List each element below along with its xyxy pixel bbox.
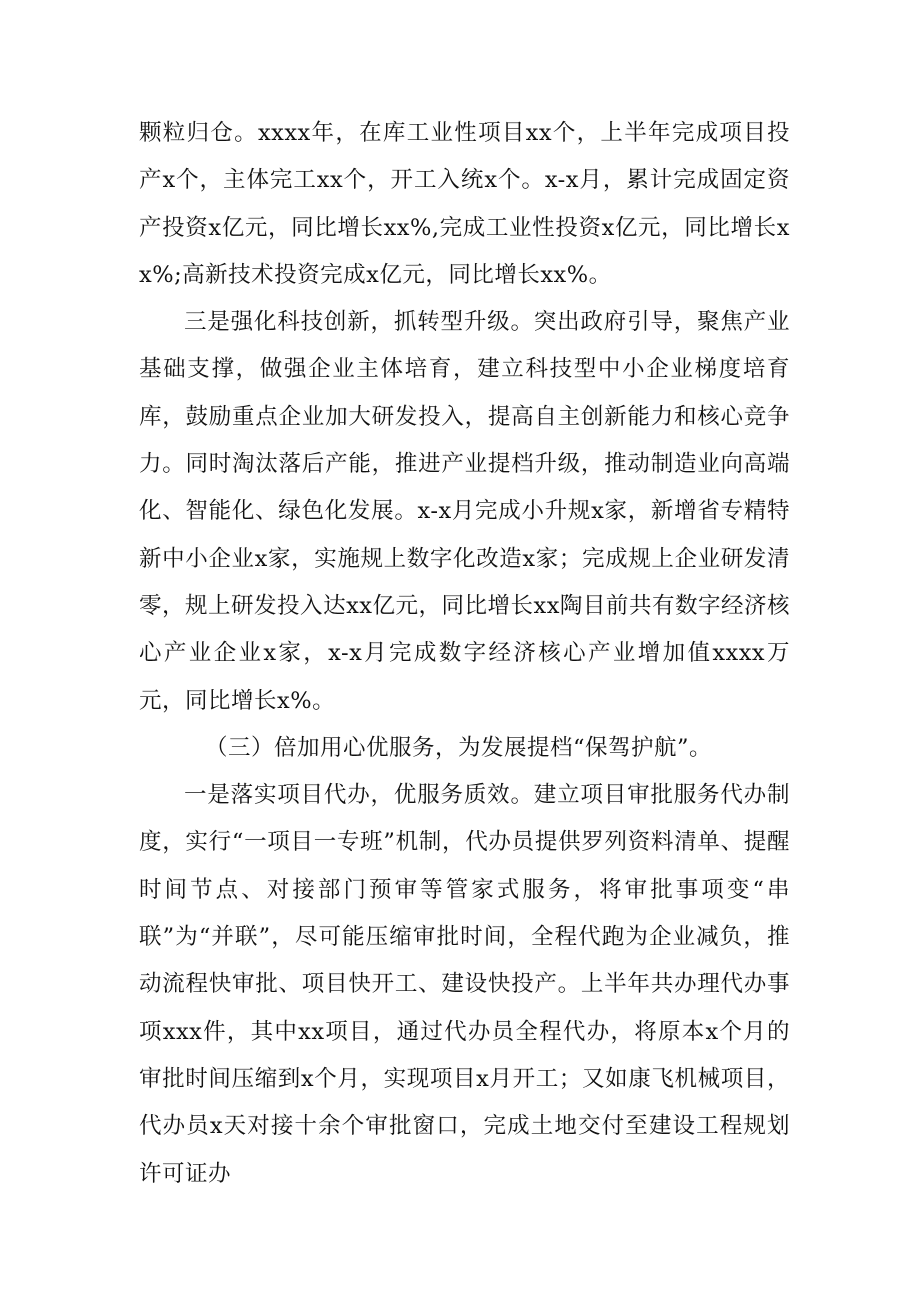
- paragraph-tech-innovation: 三是强化科技创新，抓转型升级。突出政府引导，聚焦产业基础支撑，做强企业主体培育，建立科技型中小企业梯度培育库，鼓励重点企业加大研发投入，提高自主创新能力和核心竞争力。同时淘汰落后产能，推进产业提档升级，推动制造业向高端化、智能化、绿色化发展。x-x月完成小升规x家，新增省专精特新中小企业x家，实施规上数字化改造x家；完成规上企业研发清零，规上研发投入达xx亿元，同比增长xx陶目前共有数字经济核心产业企业x家，x-x月完成数字经济核心产业增加值xxxx万元，同比增长x%。: [139, 309, 790, 714]
- paragraph-project-agency: 一是落实项目代办，优服务质效。建立项目审批服务代办制度，实行“一项目一专班”机制，代办员提供罗列资料清单、提醒时间节点、对接部门预审等管家式服务，将审批事项变“串联”为“并联”，尽可能压缩审批时间，全程代跑为企业减负，推动流程快审批、项目快开工、建设快投产。上半年共办理代办事项xxx件，其中xx项目，通过代办员全程代办，将原本x个月的审批时间压缩到x个月，实现项目x月开工；又如康飞机械项目，代办员x天对接十余个审批窗口，完成土地交付至建设工程规划许可证办: [139, 782, 790, 1187]
- document-body: [139, 110, 790, 1198]
- section-heading: （三）倍加用心优服务，为发展提档“保驾护航”。: [205, 734, 713, 761]
- paragraph-continued: 颗粒归仓。xxxx年，在库工业性项目xx个，上半年完成项目投产x个，主体完工xx个，开工入统x个。x-x月，累计完成固定资产投资x亿元，同比增长xx%,完成工业性投资x亿元，同比增长xx%;高新技术投资完成x亿元，同比增长xx%。: [139, 120, 790, 288]
